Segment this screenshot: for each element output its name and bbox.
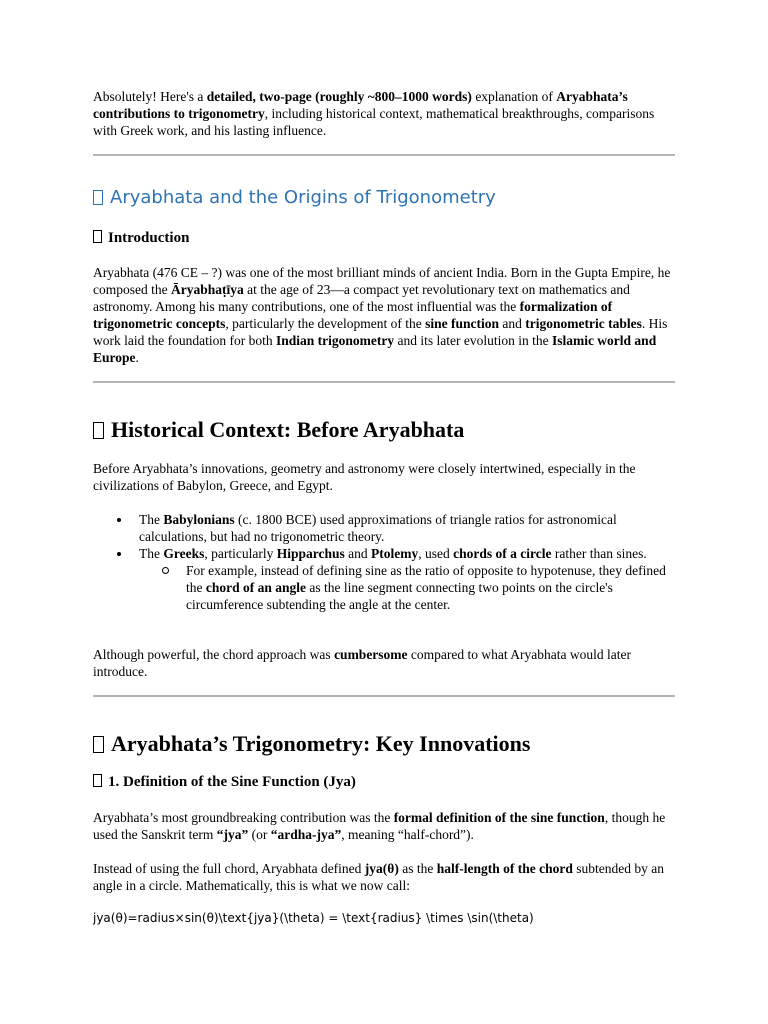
item-bold: Babylonians — [163, 512, 235, 527]
item-text: (c. 1800 BCE) used approximations of triangle ratios for astronomical calculations, but had no trigonometric theory. — [139, 512, 617, 544]
sub-bullet-list — [139, 562, 678, 613]
para-bold: cumbersome — [334, 647, 408, 662]
history-closing-paragraph — [93, 646, 678, 680]
para-bold: Islamic world and Europe — [93, 333, 657, 365]
missing-glyph-icon — [93, 230, 102, 243]
introduction-paragraph — [93, 264, 678, 366]
para-bold: half-length of the chord — [436, 861, 573, 876]
introduction-heading — [93, 229, 678, 248]
item-text: , particularly — [204, 546, 277, 561]
divider — [93, 154, 675, 156]
para-text: , meaning “half-chord”). — [341, 827, 474, 842]
intro-bold: detailed, two-page (roughly ~800–1000 words) — [206, 89, 472, 104]
item-text: and — [344, 546, 372, 561]
para-text: , though he used the Sanskrit term — [93, 810, 666, 842]
intro-bold: Aryabhata’s contributions to trigonometry — [93, 89, 628, 121]
para-text: . His work laid the foundation for both — [93, 316, 668, 348]
item-text: The — [139, 546, 164, 561]
para-bold: sine function — [425, 316, 500, 331]
heading-text: Introduction — [108, 230, 190, 246]
missing-glyph-icon — [93, 736, 104, 753]
para-text: Aryabhata’s most groundbreaking contribution was the — [93, 810, 394, 825]
item-text: , used — [418, 546, 454, 561]
intro-text: explanation of — [471, 89, 557, 104]
item-bold: Hipparchus — [276, 546, 345, 561]
item-text: as the line segment connecting two points on the circle's circumference subtending the angle at the center. — [186, 580, 613, 612]
para-text: Although powerful, the chord approach was — [93, 647, 335, 662]
circle-bullet-icon — [162, 567, 169, 574]
item-bold: Ptolemy — [371, 546, 419, 561]
history-paragraph: Before Aryabhata’s innovations, geometry and astronomy were closely intertwined, especially in the civilizations of Babylon, Greece, and Egypt. — [93, 461, 636, 493]
missing-glyph-icon — [93, 190, 103, 205]
para-bold: formal definition of the sine function — [393, 810, 605, 825]
para-text: Instead of using the full chord, Aryabhata defined — [93, 861, 365, 876]
item-bold: chord of an angle — [205, 580, 307, 595]
heading-text: 1. Definition of the Sine Function (Jya) — [108, 774, 356, 790]
divider — [93, 381, 675, 383]
list-item — [93, 545, 678, 613]
history-heading — [93, 417, 678, 443]
item-text: rather than sines. — [551, 546, 647, 561]
list-item — [93, 511, 678, 545]
para-text: (or — [248, 827, 271, 842]
intro-text: , including historical context, mathematical breakthroughs, comparisons with Greek work, and his lasting influence. — [93, 106, 655, 138]
para-bold: trigonometric tables — [525, 316, 642, 331]
para-text: as the — [398, 861, 437, 876]
sine-subheading — [93, 773, 678, 792]
para-text: subtended by an angle in a circle. Mathematically, this is what we now call: — [93, 861, 664, 893]
heading-text: Historical Context: Before Aryabhata — [111, 417, 465, 442]
para-text: at the age of 23—a compact yet revolutionary text on mathematics and astronomy. Among his many contributions, one of the most influential was the — [93, 282, 630, 314]
innovations-heading — [93, 731, 678, 757]
para-text: and its later evolution in the — [394, 333, 552, 348]
para-bold: formalization of trigonometric concepts — [93, 299, 613, 331]
bullet-icon — [117, 552, 121, 556]
document-title — [93, 187, 678, 209]
list-item — [139, 562, 678, 613]
para-text: . — [135, 350, 139, 365]
para-bold: “ardha-jya” — [270, 827, 342, 842]
para-bold: “jya” — [216, 827, 249, 842]
intro-paragraph — [93, 88, 678, 139]
jya-paragraph — [93, 860, 678, 894]
item-text: For example, instead of defining sine as the ratio of opposite to hypotenuse, they defined the — [186, 563, 666, 595]
item-text: The — [139, 512, 164, 527]
missing-glyph-icon — [93, 774, 102, 787]
para-text: compared to what Aryabhata would later introduce. — [93, 647, 631, 679]
jya-formula: jya(θ)=radius×sin(θ)\text{jya}(\theta) = \text{radius} \times \sin(\theta) — [93, 911, 534, 925]
bullet-icon — [117, 518, 121, 522]
para-text: Aryabhata (476 CE – ?) was one of the most brilliant minds of ancient India. Born in the Gupta Empire, he composed the — [93, 265, 671, 297]
sine-paragraph — [93, 809, 678, 843]
para-bold: Indian trigonometry — [275, 333, 395, 348]
para-bold: jya(θ) — [364, 861, 399, 876]
missing-glyph-icon — [93, 422, 104, 439]
history-bullet-list — [93, 511, 678, 613]
heading-text: Aryabhata’s Trigonometry: Key Innovations — [111, 731, 531, 756]
title-text: Aryabhata and the Origins of Trigonometry — [110, 187, 496, 208]
divider — [93, 695, 675, 697]
para-bold: Āryabhaṭīya — [170, 282, 244, 297]
item-bold: Greeks — [163, 546, 205, 561]
para-text: , particularly the development of the — [225, 316, 426, 331]
item-bold: chords of a circle — [453, 546, 552, 561]
intro-text: Absolutely! Here's a — [93, 89, 207, 104]
para-text: and — [499, 316, 526, 331]
